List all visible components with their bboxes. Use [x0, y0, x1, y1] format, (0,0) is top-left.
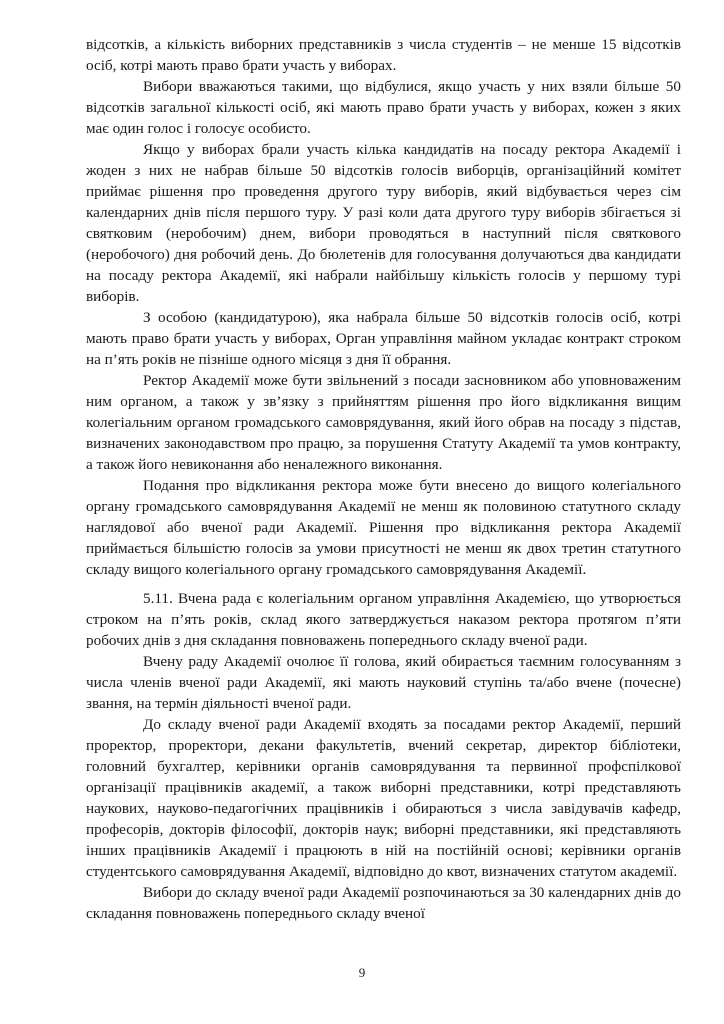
paragraph-recall-submission: Подання про відкликання ректора може бути внесено до вищого колегіального органу громадського самоврядування Академії не менш як половиною статутного складу наглядової або вченої ради Академії. Рішення про відкликання ректора Академії приймається більшістю голосів за умови присутності не менш як двох третин статутного складу вищого колегіального органу громадського самоврядування Академії.: [86, 477, 681, 578]
paragraph-rector-dismissal: Ректор Академії може бути звільнений з посади засновником або уповноваженим ним органом, а також у зв’язку з прийняттям рішення про його відкликання вищим колегіальним органом громадського самоврядування, який його обрав на посаду з підстав, визначених законодавством про працю, за порушення Статуту Академії та умов контракту, а також його невиконання або неналежного виконання.: [86, 372, 681, 473]
page-number: 9: [358, 965, 366, 980]
paragraph-contract: З особою (кандидатурою), яка набрала більше 50 відсотків голосів осіб, котрі мають право брати участь у виборах, Орган управління майном укладає контракт строком на п’ять років не пізніше одного місяця з дня її обрання.: [86, 309, 681, 368]
paragraph-section-5-11: 5.11. Вчена рада є колегіальним органом управління Академією, що утворюється строком на п’ять років, склад якого затверджується наказом ректора протягом п’яти робочих днів з дня складання повноважень попереднього складу вченої ради.: [86, 590, 681, 649]
paragraph-council-head: Вчену раду Академії очолює її голова, який обирається таємним голосуванням з числа членів вченої ради Академії, які мають науковий ступінь та/або вчене (почесне) звання, на термін діяльності вченої ради.: [86, 653, 681, 712]
paragraph-continuation: відсотків, а кількість виборних представників з числа студентів – не менше 15 відсотків осіб, котрі мають право брати участь у виборах.: [86, 36, 681, 74]
paragraph-council-elections: Вибори до складу вченої ради Академії розпочинаються за 30 календарних днів до складання повноважень попереднього складу вченої: [86, 884, 681, 922]
paragraph-council-members: До складу вченої ради Академії входять за посадами ректор Академії, перший проректор, проректори, декани факультетів, вчений секретар, директор бібліотеки, головний бухгалтер, керівники органів самоврядування та первинної профспілкової організації працівників академії, а також виборні представники, котрі представляють наукових, науково-педагогічних працівників і обираються з числа завідувачів кафедр, професорів, докторів філософії, докторів наук; виборні представники, які представляють інших працівників Академії і працюють в ній на постійній основі; керівники органів студентського самоврядування Академії, відповідно до квот, визначених статутом академії.: [86, 716, 681, 880]
paragraph-second-round: Якщо у виборах брали участь кілька кандидатів на посаду ректора Академії і жоден з них не набрав більше 50 відсотків голосів виборців, організаційний комітет приймає рішення про проведення другого туру виборів, який відбувається через сім календарних днів після першого туру. У разі коли дата другого туру виборів збігається зі святковим (неробочим) днем, вибори проводяться в наступний після святкового (неробочого) дня робочий день. До бюлетенів для голосування долучаються два кандидати на посаду ректора Академії, які набрали найбільшу кількість голосів у першому турі виборів.: [86, 141, 681, 305]
paragraph-election-validity: Вибори вважаються такими, що відбулися, якщо участь у них взяли більше 50 відсотків загальної кількості осіб, які мають право брати участь у виборах, кожен з яких має один голос і голосує особисто.: [86, 78, 681, 137]
